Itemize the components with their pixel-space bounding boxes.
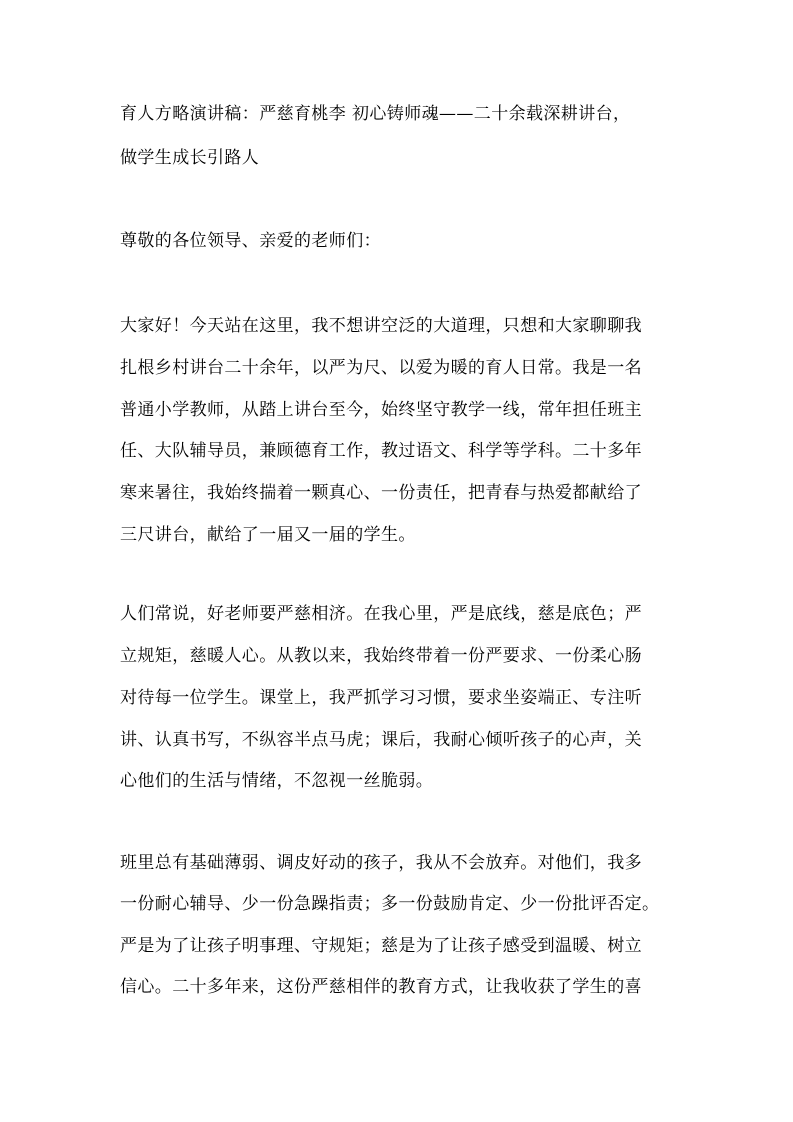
document-title-line-2: 做学生成长引路人 [120, 148, 260, 168]
paragraph-3-line-3: 严是为了让孩子明事理、守规矩；慈是为了让孩子感受到温暖、树立 [120, 936, 642, 956]
paragraph-3-line-4: 信心。二十多年来，这份严慈相伴的教育方式，让我收获了学生的喜 [120, 977, 642, 997]
paragraph-3-line-2: 一份耐心辅导、少一份急躁指责；多一份鼓励肯定、少一份批评否定。 [120, 894, 660, 914]
paragraph-1-line-3: 普通小学教师，从踏上讲台至今，始终坚守教学一线，常年担任班主 [120, 400, 642, 420]
paragraph-1-line-4: 任、大队辅导员，兼顾德育工作，教过语文、科学等学科。二十多年 [120, 441, 642, 461]
paragraph-2-line-3: 对待每一位学生。课堂上，我严抓学习习惯，要求坐姿端正、专注听 [120, 688, 642, 708]
greeting: 尊敬的各位领导、亲爱的老师们： [120, 231, 381, 251]
paragraph-3-line-1: 班里总有基础薄弱、调皮好动的孩子，我从不会放弃。对他们，我多 [120, 853, 642, 873]
paragraph-1-line-5: 寒来暑往，我始终揣着一颗真心、一份责任，把青春与热爱都献给了 [120, 483, 642, 503]
paragraph-2-line-4: 讲、认真书写，不纵容半点马虎；课后，我耐心倾听孩子的心声，关 [120, 730, 642, 750]
paragraph-1-line-1: 大家好！今天站在这里，我不想讲空泛的大道理，只想和大家聊聊我 [120, 316, 642, 336]
document-title-line-1: 育人方略演讲稿：严慈育桃李 初心铸师魂——二十余载深耕讲台， [120, 104, 631, 124]
paragraph-1-line-2: 扎根乡村讲台二十余年，以严为尺、以爱为暖的育人日常。我是一名 [120, 358, 642, 378]
paragraph-2-line-2: 立规矩，慈暖人心。从教以来，我始终带着一份严要求、一份柔心肠 [120, 646, 642, 666]
paragraph-2-line-5: 心他们的生活与情绪，不忽视一丝脆弱。 [120, 771, 434, 791]
paragraph-1-line-6: 三尺讲台，献给了一届又一届的学生。 [120, 525, 416, 545]
paragraph-2-line-1: 人们常说，好老师要严慈相济。在我心里，严是底线，慈是底色；严 [120, 604, 642, 624]
